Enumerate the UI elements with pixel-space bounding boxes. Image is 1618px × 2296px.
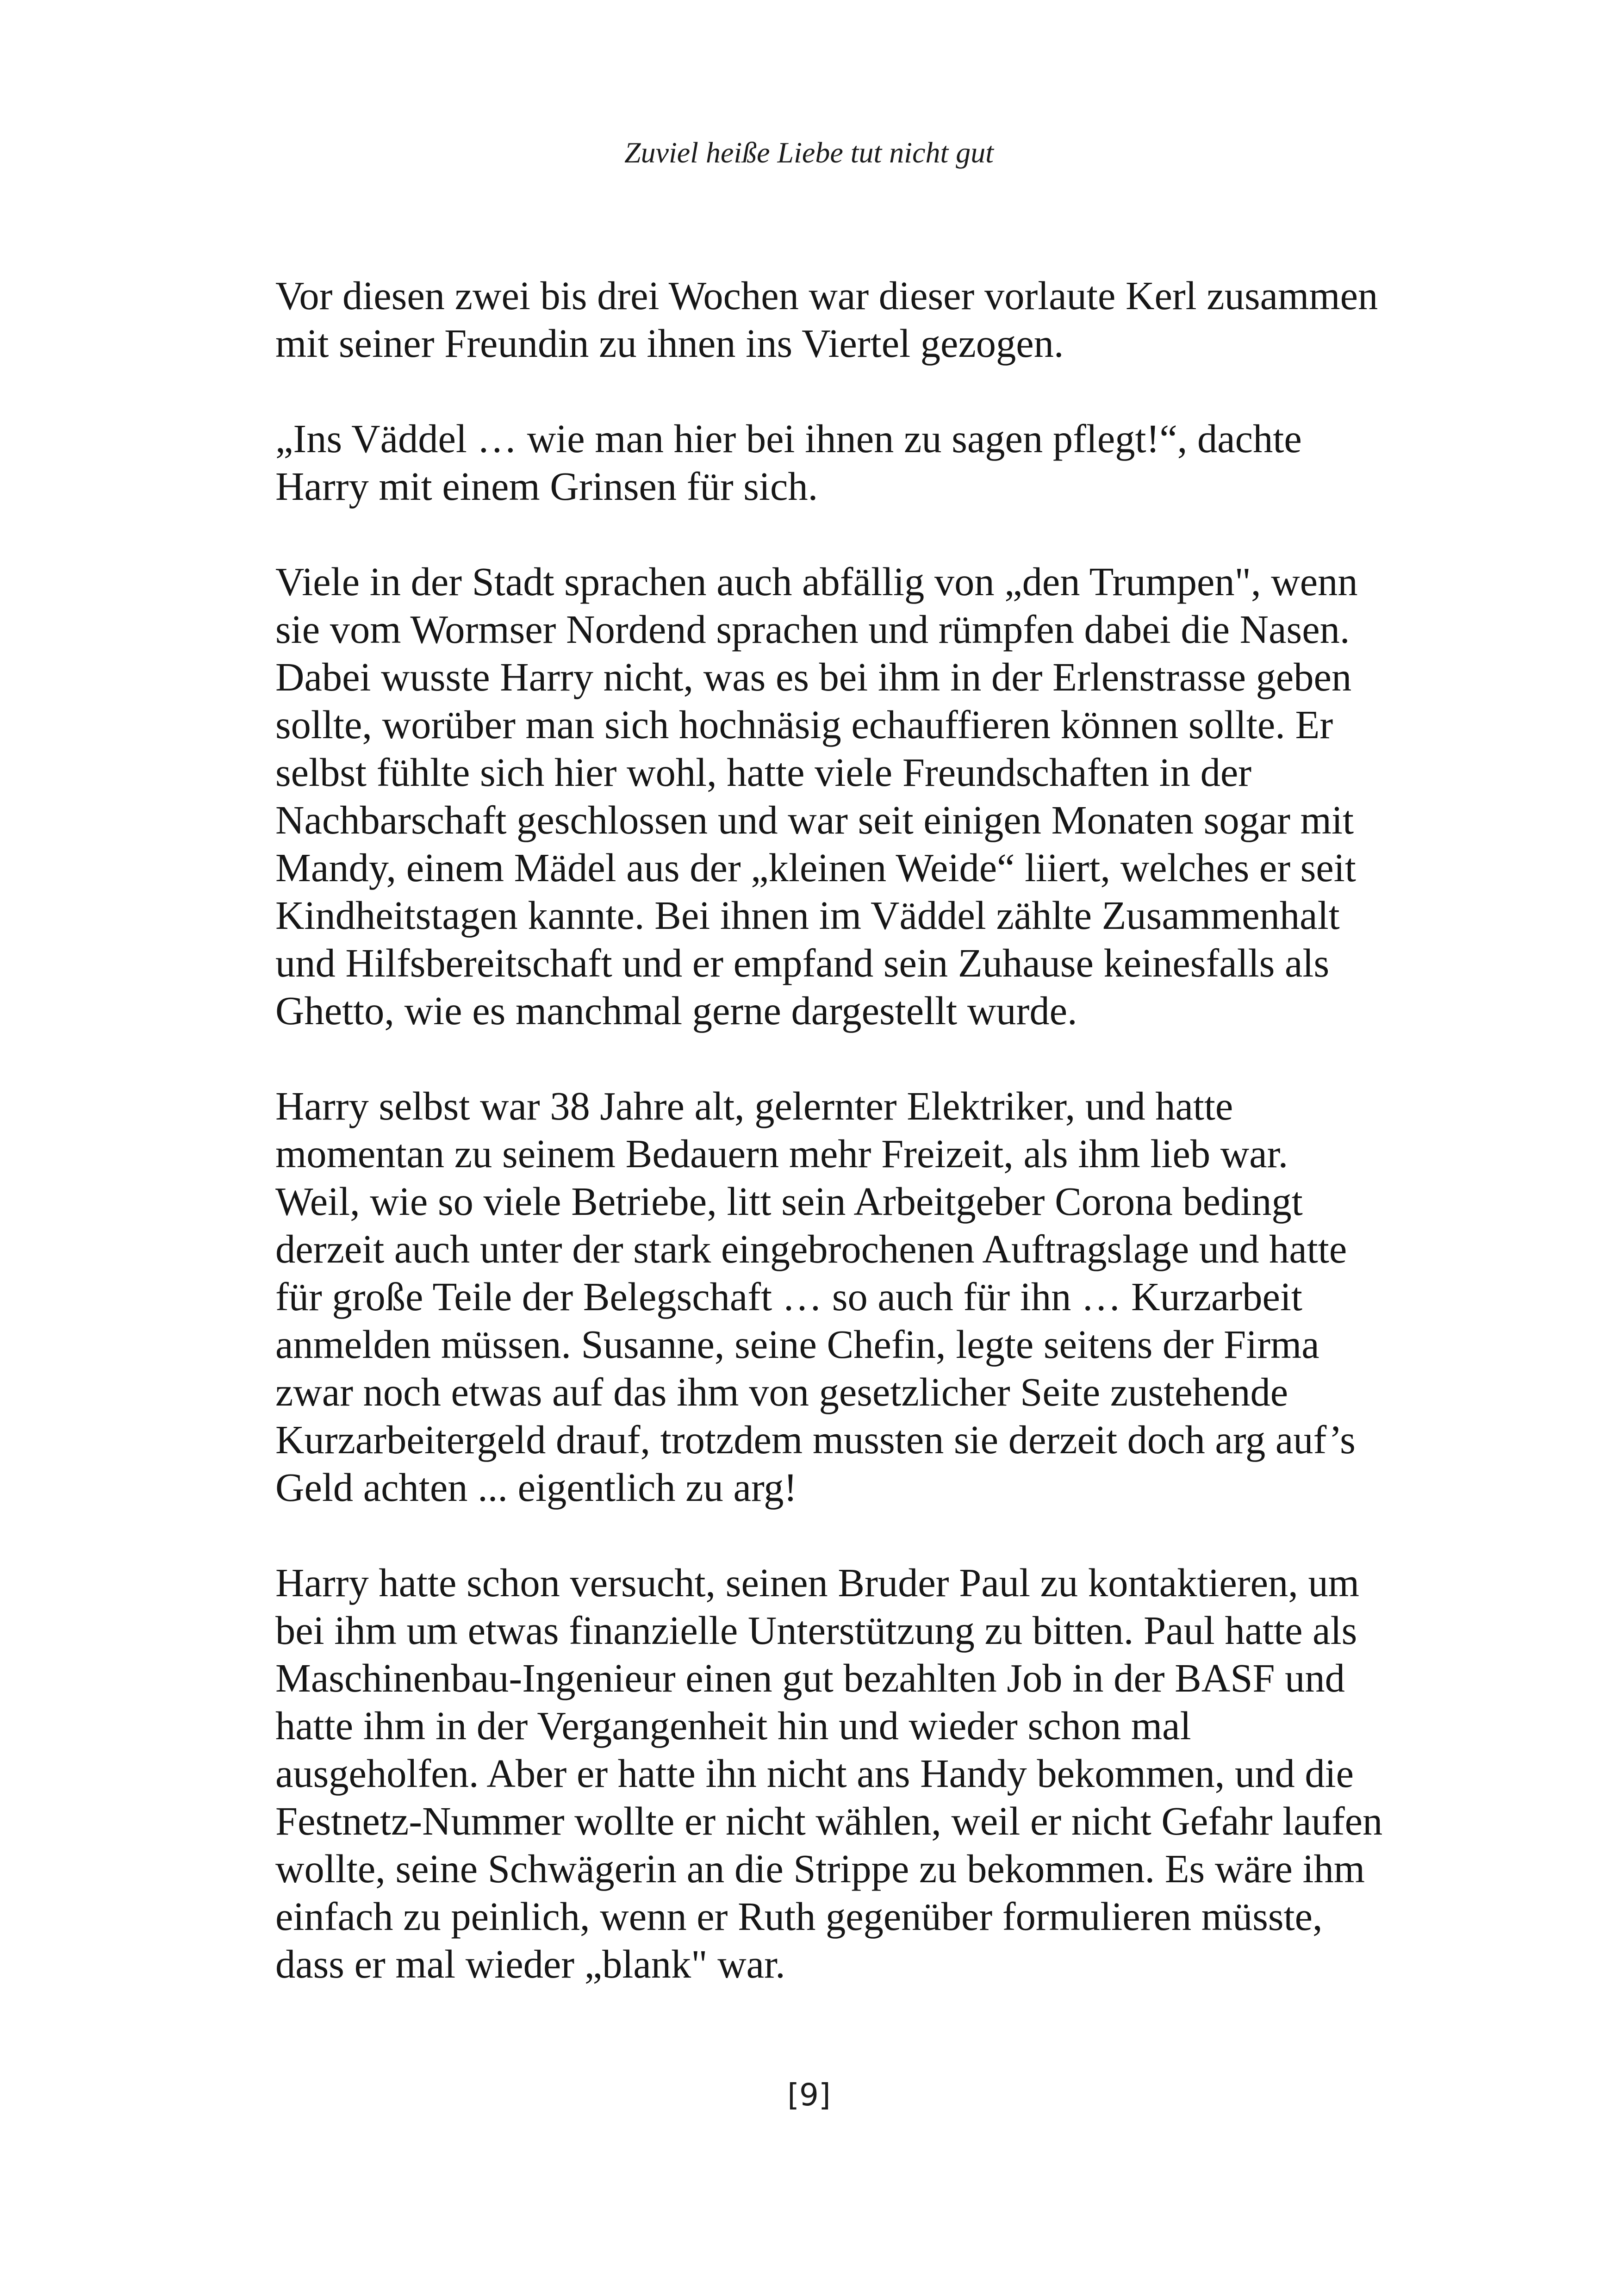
paragraph-2 (275, 415, 1368, 510)
text-line: hatte ihm in der Vergangenheit hin und wieder schon mal (275, 1704, 1191, 1748)
text-line: für große Teile der Belegschaft … so auch für ihn … Kurzarbeit (275, 1275, 1302, 1319)
page-number: [9] (787, 2077, 831, 2113)
paragraph-3 (275, 558, 1368, 1035)
text-line: Viele in der Stadt sprachen auch abfällig von „den Trumpen", wenn (275, 560, 1358, 604)
text-line: Vor diesen zwei bis drei Wochen war dieser vorlaute Kerl zusammen (275, 274, 1378, 318)
text-line: mit seiner Freundin zu ihnen ins Viertel gezogen. (275, 321, 1064, 366)
text-line: sollte, worüber man sich hochnäsig echauffieren können sollte. Er (275, 703, 1333, 747)
text-line: Nachbarschaft geschlossen und war seit einigen Monaten sogar mit (275, 798, 1354, 842)
text-line: und Hilfsbereitschaft und er empfand sein Zuhause keinesfalls als (275, 941, 1330, 985)
text-line: anmelden müssen. Susanne, seine Chefin, legte seitens der Firma (275, 1322, 1319, 1367)
text-line: Harry hatte schon versucht, seinen Bruder Paul zu kontaktieren, um (275, 1561, 1360, 1605)
text-line: „Ins Väddel … wie man hier bei ihnen zu sagen pflegt!“, dachte (275, 417, 1302, 461)
text-line: Geld achten ... eigentlich zu arg! (275, 1465, 797, 1510)
text-line: Festnetz-Nummer wollte er nicht wählen, weil er nicht Gefahr laufen (275, 1799, 1383, 1843)
text-line: Harry mit einem Grinsen für sich. (275, 464, 818, 509)
text-line: wollte, seine Schwägerin an die Strippe zu bekommen. Es wäre ihm (275, 1847, 1365, 1891)
text-line: Harry selbst war 38 Jahre alt, gelernter Elektriker, und hatte (275, 1084, 1233, 1128)
running-header-title: Zuviel heiße Liebe tut nicht gut (624, 136, 994, 169)
paragraph-5 (275, 1559, 1383, 1988)
text-line: einfach zu peinlich, wenn er Ruth gegenüber formulieren müsste, (275, 1894, 1323, 1939)
paragraph-1 (275, 272, 1378, 367)
text-line: bei ihm um etwas finanzielle Unterstützung zu bitten. Paul hatte als (275, 1608, 1357, 1653)
text-line: Maschinenbau-Ingenieur einen gut bezahlten Job in der BASF und (275, 1656, 1345, 1700)
text-line: selbst fühlte sich hier wohl, hatte viele Freundschaften in der (275, 750, 1252, 795)
text-line: ausgeholfen. Aber er hatte ihn nicht ans Handy bekommen, und die (275, 1751, 1354, 1796)
text-line: Dabei wusste Harry nicht, was es bei ihm in der Erlenstrasse geben (275, 655, 1352, 699)
text-line: Mandy, einem Mädel aus der „kleinen Weide“ liiert, welches er seit (275, 846, 1356, 890)
paragraph-4 (275, 1083, 1368, 1512)
text-line: Weil, wie so viele Betriebe, litt sein Arbeitgeber Corona bedingt (275, 1179, 1303, 1224)
text-line: derzeit auch unter der stark eingebrochenen Auftragslage und hatte (275, 1227, 1347, 1271)
text-line: dass er mal wieder „blank" war. (275, 1942, 785, 1986)
text-line: sie vom Wormser Nordend sprachen und rümpfen dabei die Nasen. (275, 607, 1350, 652)
text-line: zwar noch etwas auf das ihm von gesetzlicher Seite zustehende (275, 1370, 1288, 1414)
text-line: Kurzarbeitergeld drauf, trotzdem mussten sie derzeit doch arg auf’s (275, 1418, 1356, 1462)
text-line: Ghetto, wie es manchmal gerne dargestellt wurde. (275, 989, 1077, 1033)
body-text (275, 272, 1383, 2036)
text-line: Kindheitstagen kannte. Bei ihnen im Väddel zählte Zusammenhalt (275, 893, 1340, 938)
text-line: momentan zu seinem Bedauern mehr Freizeit, als ihm lieb war. (275, 1132, 1288, 1176)
